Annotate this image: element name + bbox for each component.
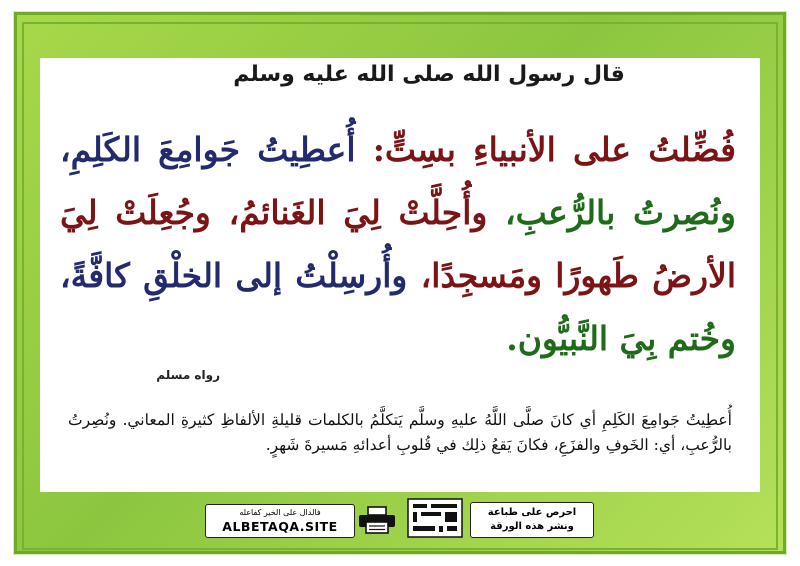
hadith-part-5: وجُعِلَتْ لِيَ الأرضُ طَهورًا ومَسجِدًا،	[60, 193, 736, 295]
website-url: ALBETAQA.SITE	[222, 519, 338, 534]
hadith-part-1: فُضِّلتُ على الأنبياءِ بسِتٍّ:	[372, 130, 736, 169]
website-tagline: فالدال على الخير كفاعله	[239, 508, 321, 517]
hadith-text	[60, 118, 736, 370]
hadith-part-6: وأُرسِلْتُ إلى الخلْقِ كافَّةً،	[60, 256, 408, 295]
print-note-box	[470, 502, 594, 538]
print-note-line-2: ونشر هذه الورقة	[490, 521, 574, 532]
page-title: قال رسول الله صلى الله عليه وسلم	[233, 62, 625, 87]
logo-icon	[407, 498, 463, 538]
hadith-part-7: وخُتم بِيَ النَّبيُّون.	[506, 319, 736, 358]
footer	[0, 496, 800, 540]
printer-icon	[357, 506, 397, 534]
hadith-part-4: وأُحِلَّتْ لِيَ الغَنائمُ،	[228, 193, 488, 232]
website-box[interactable]	[205, 504, 355, 538]
hadith-part-3: ونُصِرتُ بالرُّعبِ،	[505, 193, 736, 232]
hadith-part-2: أُعطِيتُ جَوامِعَ الكَلِمِ،	[60, 130, 356, 169]
explanation-text: أُعطِيتُ جَوامِعَ الكَلِمِ أي كانَ صلَّى اللَّهُ عليهِ وسلَّم يَتكلَّمُ بالكلمات قليلةِ الألفاظِ كثيرةِ المعاني. ونُصِرتُ بالرُّعبِ، أي: الخَوفِ والفزَعِ، فكانَ يَقعُ ذلِك في قُلوبِ أعدائهِ مَسيرةَ شَهرٍ.	[68, 411, 732, 454]
hadith-source: رواه مسلم	[156, 368, 220, 382]
content-card	[40, 58, 760, 492]
print-note-line-1: احرص على طباعة	[487, 507, 577, 518]
